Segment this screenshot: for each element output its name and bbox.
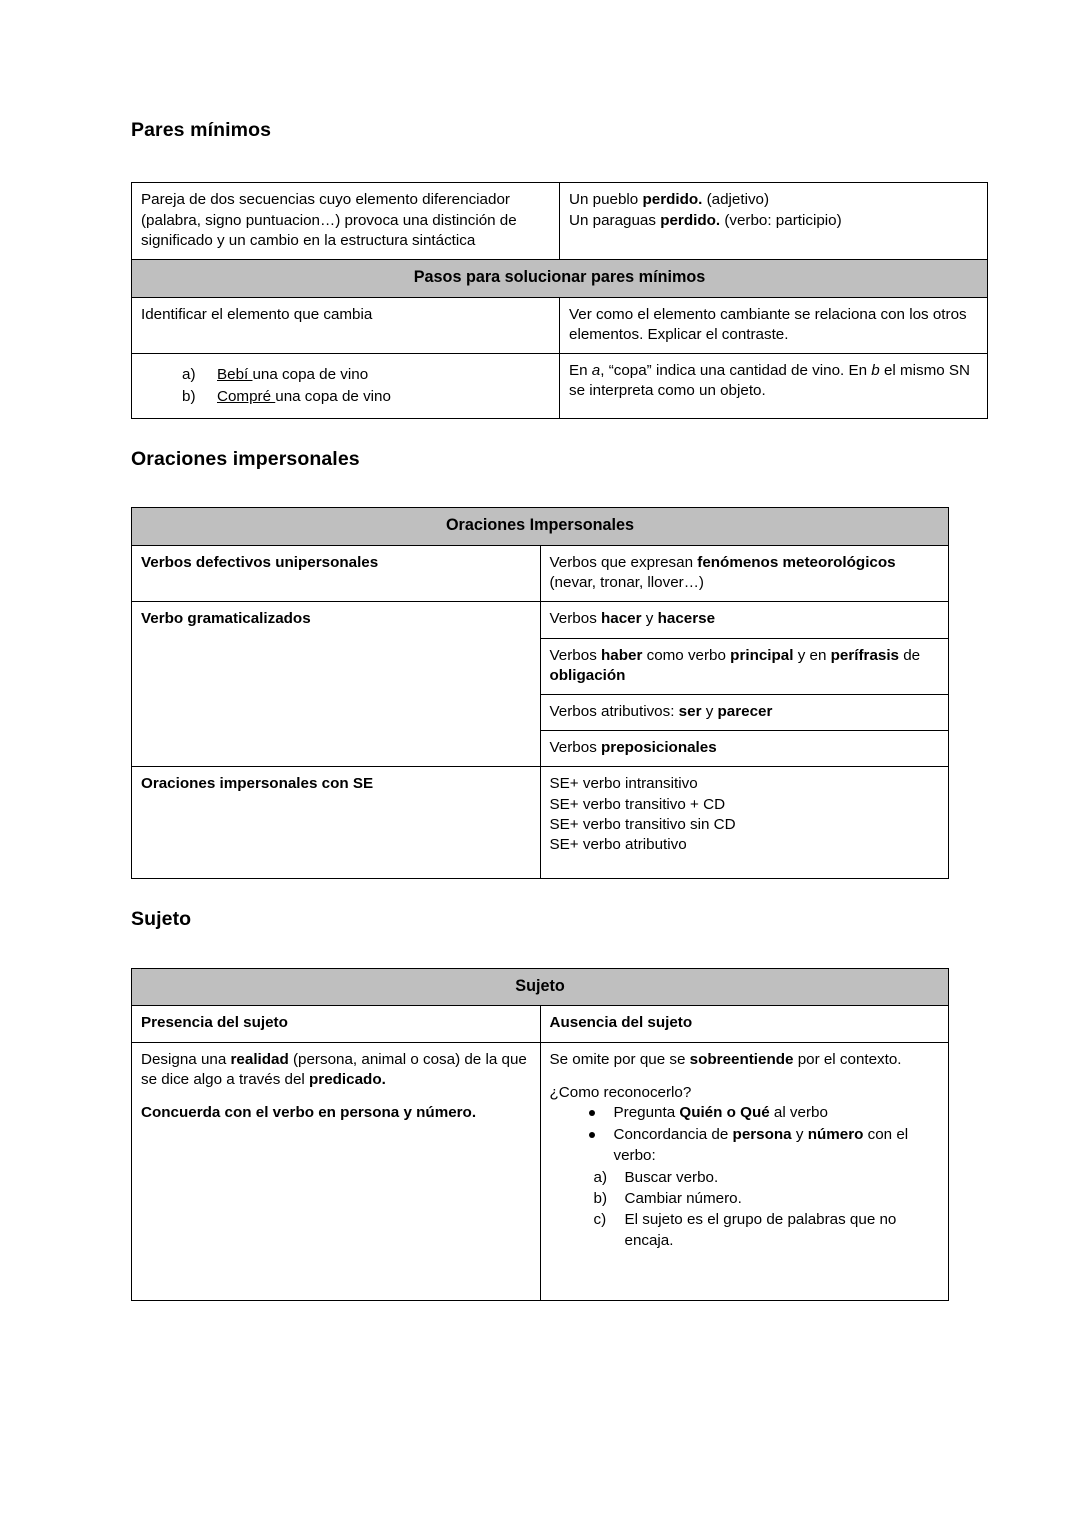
list-item [182, 365, 550, 386]
bullet-bold-numero: número [807, 1125, 864, 1143]
column-header-ausencia: Ausencia del sujeto [540, 1006, 949, 1042]
table-row [132, 602, 949, 638]
row-value-text [550, 738, 940, 758]
table-band-header: Oraciones Impersonales [132, 508, 949, 546]
table-oraciones-impersonales [131, 507, 949, 879]
example-line-2-bold: perdido. [660, 211, 721, 229]
definition-text: Pareja de dos secuencias cuyo elemento diferenciador (palabra, signo puntuacion…) provoca una distinción de significado y un cambio en la estructura sintáctica [141, 191, 517, 249]
row-value-text [550, 702, 940, 722]
page-title-oraciones-impersonales: Oraciones impersonales [131, 447, 360, 470]
example-line-2 [569, 211, 978, 231]
list-marker: a) [182, 366, 196, 384]
ausencia-bold-sobreentiende: sobreentiende [689, 1050, 794, 1068]
table-pares-minimos [131, 182, 988, 419]
bullet-post: con el verbo: [613, 1125, 909, 1164]
table-band-header: Pasos para solucionar pares mínimos [132, 260, 988, 298]
table-row [132, 767, 949, 879]
table-row [132, 354, 988, 419]
list-marker: c) [593, 1210, 607, 1228]
value-bold-1: ser [678, 702, 702, 720]
bullet-bold-persona: persona [732, 1125, 792, 1143]
value-post: (nevar, tronar, llover…) [549, 574, 704, 592]
example-line-1 [569, 190, 978, 210]
row-value-impersonales-se [540, 767, 949, 879]
example-line-1-pre: Un pueblo [569, 191, 643, 209]
example-line-1-post: (adjetivo) [702, 191, 770, 209]
page-title-sujeto: Sujeto [131, 908, 192, 931]
value-bold: fenómenos meteorológicos [697, 553, 896, 571]
list-item [182, 387, 550, 408]
value-pre: Verbos [549, 610, 602, 628]
document-content [131, 118, 971, 1301]
contrast-explanation-cell [560, 354, 988, 419]
list-item [585, 1125, 940, 1167]
table-row [132, 183, 988, 260]
spacer [131, 471, 949, 507]
contrast-italic-b: b [871, 362, 880, 380]
row-label-verbos-defectivos: Verbos defectivos unipersonales [132, 545, 541, 601]
presencia-paragraph-1 [141, 1050, 531, 1090]
value-bold-2: principal [730, 646, 794, 664]
se-line: SE+ verbo atributivo [549, 836, 687, 854]
value-pre: Verbos que expresan [549, 553, 698, 571]
table-row [132, 545, 949, 601]
list-marker: b) [593, 1189, 608, 1207]
step-cell [132, 297, 560, 353]
example-line-2-pre: Un paraguas [569, 211, 661, 229]
list-item-text: Cambiar número. [624, 1189, 742, 1207]
se-line: SE+ verbo intransitivo [549, 775, 698, 793]
value-bold-2: parecer [717, 702, 773, 720]
contrast-seg-3: el mismo SN se interpreta como un objeto. [569, 362, 971, 400]
bullet-dot-icon [589, 1132, 595, 1138]
presencia-mid: (persona, animal o cosa) de la que se dice algo a través del [141, 1050, 527, 1088]
table-row [132, 1006, 949, 1042]
se-line: SE+ verbo transitivo + CD [549, 795, 726, 813]
table-sujeto [131, 968, 949, 1301]
step-text: Identificar el elemento que cambia [141, 305, 373, 323]
se-line: SE+ verbo transitivo sin CD [549, 815, 736, 833]
bullet-pre: Pregunta [613, 1103, 680, 1121]
ausencia-bullet-list [550, 1103, 940, 1167]
table-row [132, 508, 949, 546]
presencia-content-cell [132, 1042, 541, 1300]
row-label-impersonales-se: Oraciones impersonales con SE [132, 767, 541, 879]
spacer [131, 419, 949, 447]
value-bold-3: perífrasis [830, 646, 900, 664]
ausencia-pre: Se omite por que se [549, 1050, 690, 1068]
example-line-1-bold: perdido. [642, 191, 703, 209]
bullet-mid: y [791, 1125, 808, 1143]
contrast-seg-1: En [569, 362, 592, 380]
value-bold-1: preposicionales [601, 739, 717, 757]
example-lines [569, 190, 978, 230]
value-bold-1: hacer [601, 610, 642, 628]
row-value-atributivos [540, 694, 949, 730]
spacer [131, 932, 949, 968]
list-item [594, 1210, 940, 1252]
step-explanation-text: Ver como el elemento cambiante se relaciona con los otros elementos. Explicar el contraste. [569, 305, 967, 343]
ausencia-post: por el contexto. [793, 1050, 902, 1068]
value-mid: y [701, 702, 718, 720]
list-item [585, 1103, 940, 1124]
example-line-2-post: (verbo: participio) [720, 211, 842, 229]
presencia-paragraph-2: Concuerda con el verbo en persona y número. [141, 1103, 477, 1121]
example-list [141, 365, 550, 408]
table-band-header: Sujeto [132, 968, 949, 1006]
examples-cell [560, 183, 988, 260]
row-value-verbos-defectivos [540, 545, 949, 601]
value-bold-4: obligación [549, 666, 626, 684]
list-item-text: El sujeto es el grupo de palabras que no encaja. [624, 1210, 897, 1249]
spacer [131, 879, 949, 907]
list-item-text: Buscar verbo. [624, 1168, 719, 1186]
contrast-explanation-text [569, 361, 978, 401]
table-row [132, 1042, 949, 1300]
bullet-dot-icon [589, 1110, 595, 1116]
list-item [594, 1189, 940, 1210]
definition-cell [132, 183, 560, 260]
row-value-text [550, 646, 940, 686]
list-item [594, 1168, 940, 1189]
value-bold-2: hacerse [657, 610, 716, 628]
example-list-cell [132, 354, 560, 419]
row-value-hacer [540, 602, 949, 638]
se-lines [550, 774, 940, 855]
bullet-bold: Quién o Qué [679, 1103, 770, 1121]
value-pre: Verbos [549, 646, 602, 664]
value-pre: Verbos [549, 739, 602, 757]
row-value-preposicionales [540, 731, 949, 767]
row-value-text [550, 609, 940, 629]
row-value-text [550, 553, 940, 593]
presencia-pre: Designa una [141, 1050, 231, 1068]
value-pre: Verbos atributivos: [549, 702, 679, 720]
value-mid-3: de [899, 646, 921, 664]
presencia-bold-realidad: realidad [230, 1050, 289, 1068]
column-header-presencia: Presencia del sujeto [132, 1006, 541, 1042]
row-label-verbo-gramaticalizados: Verbo gramaticalizados [132, 602, 541, 767]
ausencia-paragraph-1 [550, 1050, 940, 1070]
list-item-underlined: Bebí [217, 366, 253, 384]
list-marker: a) [593, 1168, 608, 1186]
bullet-post: al verbo [769, 1103, 828, 1121]
list-item-rest: una copa de vino [275, 387, 391, 405]
page-title-pares-minimos: Pares mínimos [131, 119, 272, 141]
row-value-haber [540, 638, 949, 694]
contrast-italic-a: a [591, 362, 601, 380]
step-explanation-cell [560, 297, 988, 353]
bullet-pre: Concordancia de [613, 1125, 733, 1143]
table-row [132, 297, 988, 353]
value-mid-2: y en [793, 646, 831, 664]
list-item-rest: una copa de vino [252, 366, 369, 384]
value-bold-1: haber [601, 646, 643, 664]
ausencia-content-cell [540, 1042, 949, 1300]
spacer [131, 142, 949, 182]
contrast-seg-2: , “copa” indica una cantidad de vino. En [600, 362, 872, 380]
list-marker: b) [182, 387, 196, 405]
ausencia-question: ¿Como reconocerlo? [549, 1083, 692, 1101]
value-mid: como verbo [642, 646, 731, 664]
ausencia-steps-list [550, 1168, 940, 1252]
presencia-bold-predicado: predicado. [309, 1070, 386, 1088]
table-row [132, 260, 988, 298]
value-mid: y [641, 610, 658, 628]
list-item-underlined: Compré [217, 387, 276, 405]
table-row [132, 968, 949, 1006]
